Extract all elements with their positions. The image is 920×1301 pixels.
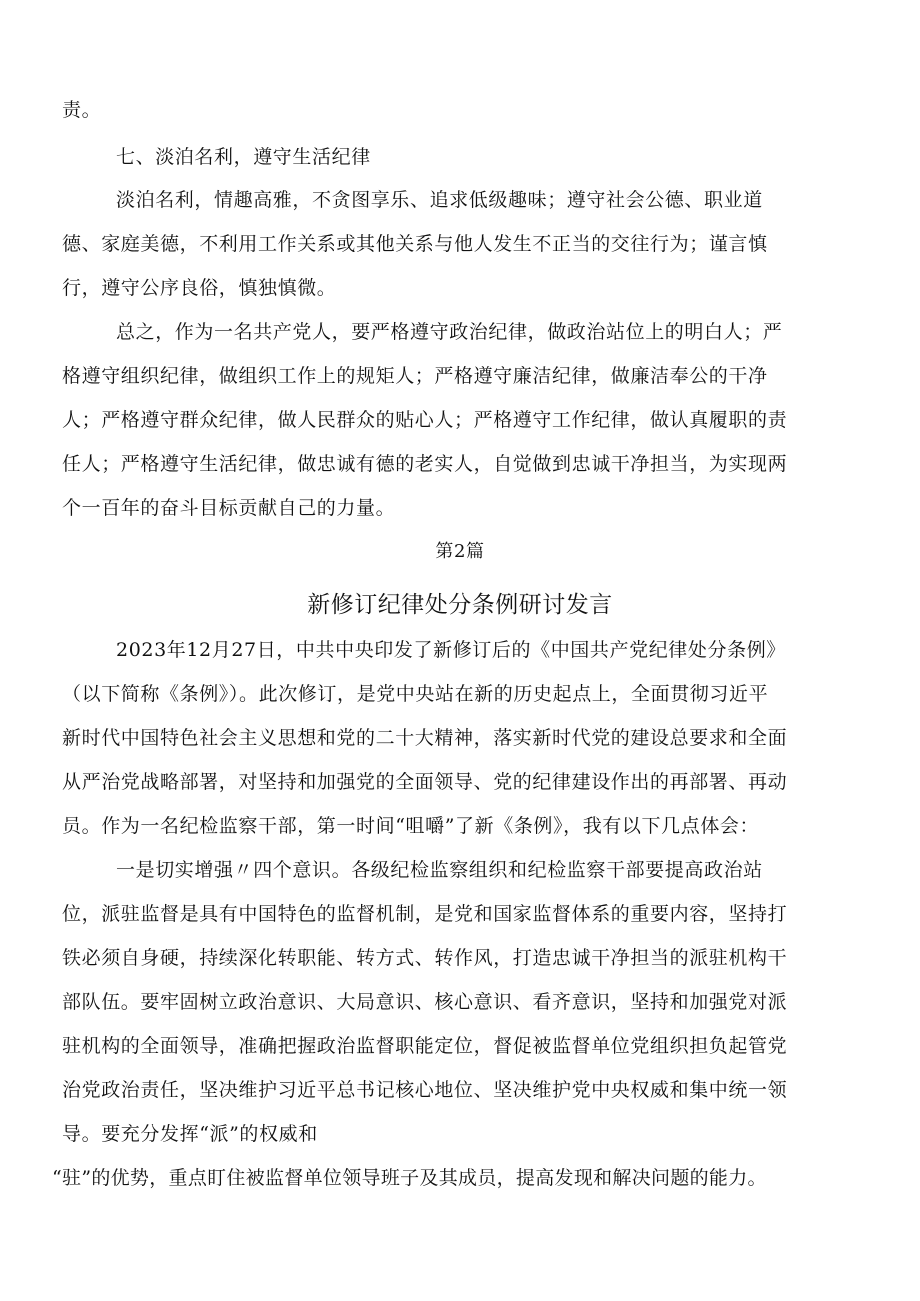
text-line: （以下简称《条例》）。此次修订，是党中央站在新的历史起点上，全面贯彻习近平 xyxy=(62,683,769,705)
section-label: 第2篇 xyxy=(435,541,485,562)
text-line: 治党政治责任，坚决维护习近平总书记核心地位、坚决维护党中央权威和集中统一领 xyxy=(62,1079,788,1101)
text-line: 任人；严格遵守生活纪律，做忠诚有德的老实人，自觉做到忠诚干净担当，为实现两 xyxy=(62,453,788,475)
text-line: 位，派驻监督是具有中国特色的监督机制，是党和国家监督体系的重要内容，坚持打 xyxy=(62,903,788,925)
text-line: 总之，作为一名共产党人，要严格遵守政治纪律，做政治站位上的明白人；严 xyxy=(116,321,783,343)
text-line: 个一百年的奋斗目标贡献自己的力量。 xyxy=(62,497,396,519)
text-line: 人；严格遵守群众纪律，做人民群众的贴心人；严格遵守工作纪律，做认真履职的责 xyxy=(62,409,788,431)
text-line: 责。 xyxy=(62,99,102,121)
article-title: 新修订纪律处分条例研讨发言 xyxy=(307,592,613,618)
text-line: 铁必须自身硬，持续深化转职能、转方式、转作风，打造忠诚干净担当的派驻机构干 xyxy=(62,947,788,969)
text-line: 驻机构的全面领导，准确把握政治监督职能定位，督促被监督单位党组织担负起管党 xyxy=(62,1035,788,1057)
text-line: 德、家庭美德，不利用工作关系或其他关系与他人发生不正当的交往行为；谨言慎 xyxy=(62,233,768,255)
text-line: 从严治党战略部署，对坚持和加强党的全面领导、党的纪律建设作出的再部署、再动 xyxy=(62,771,788,793)
text-line: 部队伍。要牢固树立政治意识、大局意识、核心意识、看齐意识，坚持和加强党对派 xyxy=(62,991,788,1013)
text-line: 员。作为一名纪检监察干部，第一时间“咀嚼”了新《条例》，我有以下几点体会： xyxy=(62,815,760,837)
text-line: 新时代中国特色社会主义思想和党的二十大精神，落实新时代党的建设总要求和全面 xyxy=(62,727,788,749)
text-line: 一是切实增强〃四个意识。各级纪检监察组织和纪检监察干部要提高政治站 xyxy=(116,859,763,881)
text-line: 导。要充分发挥“派”的权威和 xyxy=(62,1123,318,1145)
text-line: 淡泊名利，情趣高雅，不贪图享乐、追求低级趣味；遵守社会公德、职业道 xyxy=(116,189,763,211)
text-line: 行，遵守公序良俗，慎独慎微。 xyxy=(62,277,337,299)
text-line: 格遵守组织纪律，做组织工作上的规矩人；严格遵守廉洁纪律，做廉洁奉公的干净 xyxy=(62,365,768,387)
text-line: “驻”的优势，重点盯住被监督单位领导班子及其成员，提高发现和解决问题的能力。 xyxy=(52,1167,767,1189)
section-heading: 七、淡泊名利，遵守生活纪律 xyxy=(116,146,371,168)
text-line: 2023年12月27日，中共中央印发了新修订后的《中国共产党纪律处分条例》 xyxy=(116,639,786,661)
